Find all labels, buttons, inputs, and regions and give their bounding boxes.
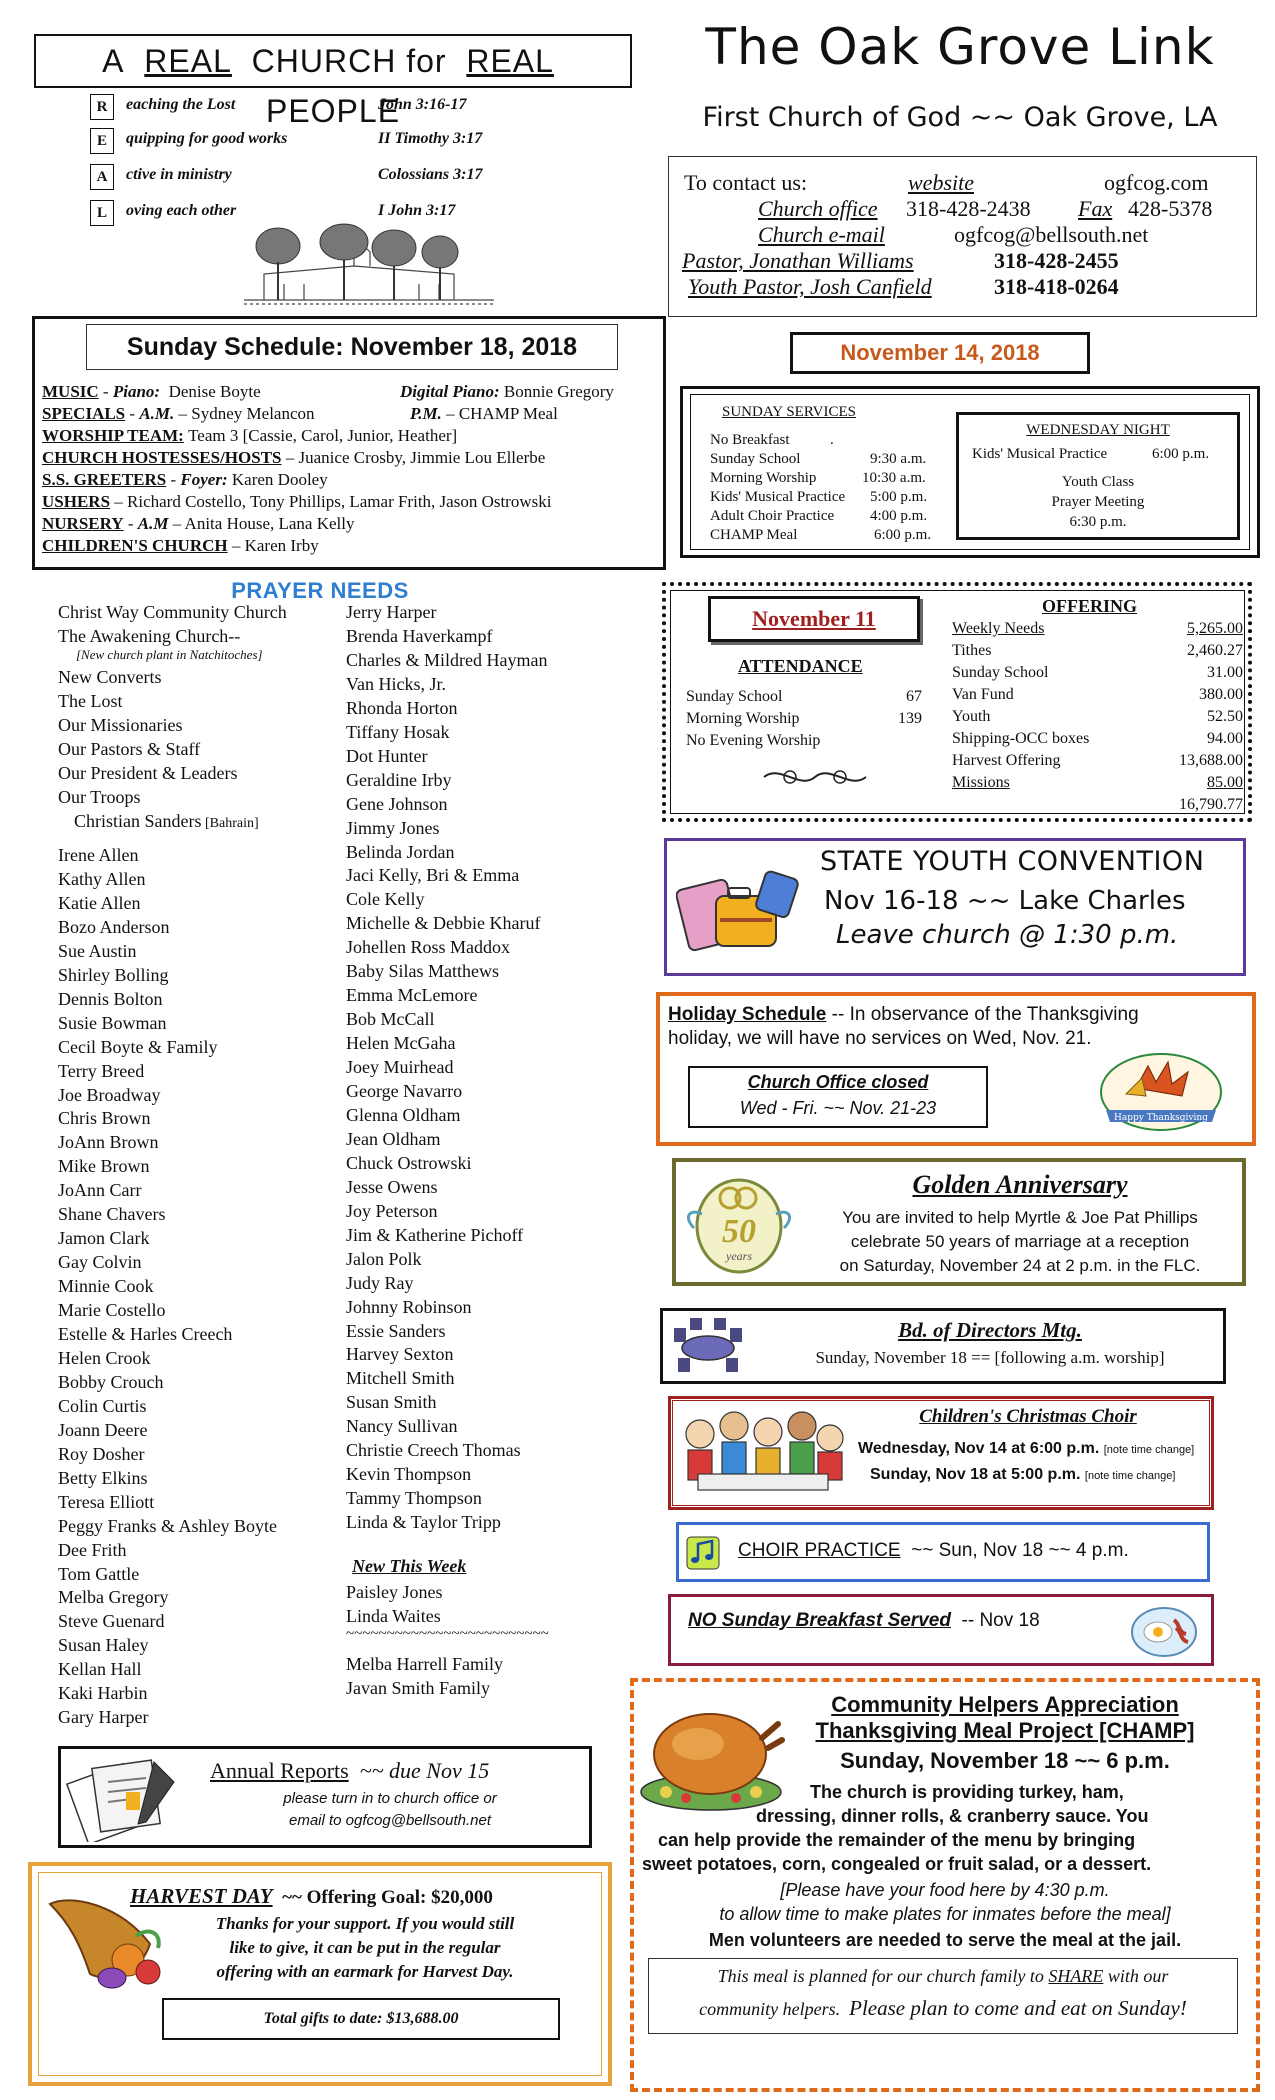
prayer-list-note: [New church plant in Natchitoches] [76, 646, 263, 662]
prayer-list-item: Kellan Hall [58, 1659, 142, 1680]
offering-harvest: Harvest Offering [952, 752, 1061, 769]
attendance-date: November 11 [708, 596, 920, 642]
prayer-list-item: Roy Dosher [58, 1443, 145, 1464]
prayer-list-item: Dennis Bolton [58, 988, 163, 1009]
prayer-list-item: New Converts [58, 666, 162, 687]
flourish-ornament [760, 762, 870, 792]
service-kids-musical-time: 5:00 p.m. [870, 489, 928, 505]
champ-note-line-2: community helpers. Please plan to come and eat on Sunday! [699, 1996, 1187, 2020]
wed-kids-musical: Kids' Musical Practice [972, 446, 1108, 462]
troop-location: [Bahrain] [201, 815, 259, 831]
service-morning-worship: Morning Worship [710, 470, 817, 486]
champ-date: Sunday, November 18 ~~ 6 p.m. [840, 1748, 1170, 1773]
prayer-list-item: Cole Kelly [346, 889, 425, 910]
golden-anniversary-title: Golden Anniversary [912, 1170, 1128, 1199]
prayer-list-item: Nancy Sullivan [346, 1416, 458, 1437]
harvest-day-line-2: like to give, it can be put in the regular [229, 1938, 501, 1957]
newsletter-subtitle: First Church of God ~~ Oak Grove, LA [702, 102, 1218, 133]
thanksgiving-leaves-icon [1096, 1048, 1226, 1134]
music-note-icon [686, 1536, 720, 1570]
harvest-day-total: Total gifts to date: $13,688.00 [162, 1998, 560, 2040]
offering-total: 16,790.77 [1179, 796, 1243, 813]
prayer-list-item: Sue Austin [58, 940, 137, 961]
choir-practice-line: CHOIR PRACTICE ~~ Sun, Nov 18 ~~ 4 p.m. [738, 1540, 1129, 1561]
prayer-list-item: Bob McCall [346, 1009, 435, 1030]
luggage-icon [676, 850, 806, 960]
prayer-list-item: Bozo Anderson [58, 916, 170, 937]
real-church-title: A REAL CHURCH for REAL PEOPLE [34, 34, 632, 88]
prayer-list-item: Colin Curtis [58, 1395, 147, 1416]
prayer-list-item: JoAnn Carr [58, 1180, 142, 1201]
offering-tithes-value: 2,460.27 [1187, 642, 1243, 659]
schedule-greeters: S.S. GREETERS - Foyer: Karen Dooley [42, 470, 328, 489]
champ-p3: can help provide the remainder of the menu by bringing [658, 1830, 1136, 1850]
prayer-list-item: Johellen Ross Maddox [346, 937, 510, 958]
annual-reports-title-line: Annual Reports ~~ due Nov 15 [210, 1758, 490, 1783]
wed-prayer-meeting: Prayer Meeting [1051, 494, 1145, 510]
prayer-list-item: Our Missionaries [58, 714, 183, 735]
champ-p1: The church is providing turkey, ham, [810, 1782, 1124, 1802]
turkey-platter-icon [636, 1688, 786, 1818]
prayer-list-item: Geraldine Irby [346, 769, 452, 790]
prayer-list-item: Minnie Cook [58, 1276, 154, 1297]
harvest-day-title-line: HARVEST DAY ~~ Offering Goal: $20,000 [130, 1884, 493, 1908]
youth-convention-departure: Leave church @ 1:30 p.m. [836, 920, 1179, 950]
prayer-list-item: Estelle & Harles Creech [58, 1324, 233, 1344]
holiday-line-1: Holiday Schedule -- In observance of the Thanksgiving [668, 1004, 1139, 1025]
pastor-label: Pastor, Jonathan Williams [682, 248, 914, 273]
anniversary-line-1: You are invited to help Myrtle & Joe Pat Phillips [842, 1208, 1198, 1227]
attendance-morning-worship: Morning Worship [686, 710, 800, 727]
wed-kids-musical-time: 6:00 p.m. [1152, 446, 1210, 462]
schedule-ushers: USHERS – Richard Costello, Tony Phillips, Lamar Frith, Jason Ostrowski [42, 492, 552, 511]
documents-pen-icon [66, 1752, 182, 1842]
champ-p2: dressing, dinner rolls, & cranberry sauce. You [756, 1806, 1149, 1826]
prayer-list-item: Chuck Ostrowski [346, 1152, 472, 1173]
thanksgiving-banner-text: Happy Thanksgiving [1114, 1113, 1208, 1123]
prayer-list-item: Christ Way Community Church [58, 602, 287, 622]
champ-note-line-1: This meal is planned for our church family to SHARE with our [717, 1966, 1169, 1986]
sunday-services-title: SUNDAY SERVICES [722, 404, 856, 420]
prayer-list-item: Gene Johnson [346, 793, 448, 814]
prayer-list-item: Melba Harrell Family [346, 1653, 503, 1674]
schedule-nursery: NURSERY - A.M – Anita House, Lana Kelly [42, 514, 355, 533]
prayer-list-item: Tammy Thompson [346, 1488, 482, 1509]
current-date-badge: November 14, 2018 [790, 332, 1090, 374]
prayer-list-item: Jerry Harper [346, 602, 437, 622]
prayer-list-item: Jean Oldham [346, 1128, 441, 1149]
prayer-list-item: Javan Smith Family [346, 1677, 490, 1698]
prayer-list-item: Mike Brown [58, 1156, 150, 1177]
prayer-list-item: Joann Deere [58, 1419, 148, 1440]
prayer-list-item: Dot Hunter [346, 745, 428, 766]
prayer-list-item: Shane Chavers [58, 1204, 166, 1225]
office-closed-title: Church Office closed [747, 1072, 929, 1092]
offering-harvest-value: 13,688.00 [1179, 752, 1243, 769]
prayer-list-item: Johnny Robinson [346, 1296, 472, 1317]
prayer-list-item: Tom Gattle [58, 1563, 140, 1584]
prayer-list-item: Katie Allen [58, 892, 141, 913]
prayer-list-item: Bobby Crouch [58, 1371, 164, 1392]
anniversary-line-2: celebrate 50 years of marriage at a reception [850, 1232, 1190, 1251]
schedule-specials-pm: P.M. – CHAMP Meal [410, 404, 558, 423]
prayer-list-item: Baby Silas Matthews [346, 961, 499, 982]
real-row-l: L oving each other I John 3:17 [90, 200, 510, 230]
prayer-list-item: Jim & Katherine Pichoff [346, 1224, 524, 1245]
troop-name: Christian Sanders [74, 810, 202, 831]
offering-van-fund: Van Fund [952, 686, 1014, 703]
prayer-list-item: Kevin Thompson [346, 1464, 472, 1485]
prayer-list-item: Linda Waites [346, 1605, 441, 1626]
youth-pastor-phone: 318-418-0264 [994, 274, 1119, 299]
youth-pastor-label: Youth Pastor, Josh Canfield [688, 274, 932, 299]
prayer-list-item: Rhonda Horton [346, 697, 458, 718]
prayer-list-item: Terry Breed [58, 1060, 145, 1081]
prayer-list-item: Charles & Mildred Hayman [346, 649, 548, 670]
schedule-hostesses: CHURCH HOSTESSES/HOSTS – Juanice Crosby, Jimmie Lou Ellerbe [42, 448, 546, 467]
offering-youth-value: 52.50 [1207, 708, 1243, 725]
fax-label: Fax [1078, 196, 1113, 221]
prayer-list-item: Gary Harper [58, 1707, 149, 1728]
prayer-list-item: Gay Colvin [58, 1252, 142, 1273]
attendance-title: ATTENDANCE [738, 656, 863, 676]
prayer-list-item: JoAnn Brown [58, 1132, 159, 1153]
harvest-day-line-1: Thanks for your support. If you would still [215, 1914, 515, 1933]
prayer-list-item: Helen Crook [58, 1347, 151, 1368]
prayer-list-item: Tiffany Hosak [346, 721, 450, 742]
childrens-choir-wed: Wednesday, Nov 14 at 6:00 p.m. [note time change] [858, 1440, 1195, 1457]
prayer-list-item: Joe Broadway [58, 1084, 161, 1105]
prayer-list-item: Jamon Clark [58, 1228, 150, 1249]
real-row-r: R eaching the Lost John 3:16-17 [90, 94, 510, 124]
champ-p4: sweet potatoes, corn, congealed or fruit salad, or a dessert. [642, 1854, 1152, 1874]
fax-number: 428-5378 [1128, 196, 1213, 221]
prayer-list-item: Kaki Harbin [58, 1683, 148, 1704]
schedule-childrens-church: CHILDREN'S CHURCH – Karen Irby [42, 536, 319, 555]
wed-prayer-time: 6:30 p.m. [1069, 514, 1127, 530]
service-adult-choir-time: 4:00 p.m. [870, 508, 928, 524]
prayer-list-item: Linda & Taylor Tripp [346, 1512, 501, 1533]
prayer-list-item: Our Pastors & Staff [58, 738, 201, 759]
prayer-divider: ~~~~~~~~~~~~~~~~~~~~~~~~~ [346, 1625, 549, 1642]
sunday-schedule-title: Sunday Schedule: November 18, 2018 [86, 324, 618, 370]
annual-reports-line-1: please turn in to church office or [283, 1790, 497, 1807]
prayer-list-item: Mitchell Smith [346, 1368, 455, 1389]
offering-van-fund-value: 380.00 [1199, 686, 1243, 703]
schedule-specials: SPECIALS - A.M. – Sydney Melancon [42, 404, 315, 423]
real-row-e: E quipping for good works II Timothy 3:17 [90, 128, 510, 158]
meeting-table-icon [668, 1314, 748, 1378]
church-office-phone: 318-428-2438 [906, 196, 1031, 221]
prayer-list-item: Glenna Oldham [346, 1104, 461, 1125]
board-meeting-title: Bd. of Directors Mtg. [898, 1318, 1082, 1342]
prayer-list-item: Our Troops [58, 786, 141, 807]
offering-shipping-value: 94.00 [1207, 730, 1243, 747]
prayer-list-item: Jimmy Jones [346, 817, 440, 838]
pastor-phone: 318-428-2455 [994, 248, 1119, 273]
prayer-list-item: Jaci Kelly, Bri & Emma [346, 865, 520, 886]
prayer-list-troop [74, 811, 259, 832]
prayer-list-item: Paisley Jones [346, 1581, 443, 1602]
service-kids-musical: Kids' Musical Practice [710, 489, 846, 505]
church-email-label: Church e-mail [758, 222, 885, 247]
anniversary-emblem-word: years [726, 1249, 752, 1263]
offering-shipping: Shipping-OCC boxes [952, 730, 1090, 747]
prayer-list-item: Our President & Leaders [58, 762, 238, 783]
offering-weekly-needs: Weekly Needs [952, 620, 1045, 637]
prayer-list-item: Jesse Owens [346, 1176, 438, 1197]
champ-title-2: Thanksgiving Meal Project [CHAMP] [815, 1718, 1195, 1743]
real-row-a: A ctive in ministry Colossians 3:17 [90, 164, 510, 194]
prayer-list-item: Helen McGaha [346, 1033, 456, 1054]
service-no-breakfast-time: . [830, 432, 834, 448]
champ-p7: Men volunteers are needed to serve the meal at the jail. [708, 1930, 1182, 1950]
offering-tithes: Tithes [952, 642, 992, 659]
prayer-list-item: Susie Bowman [58, 1012, 167, 1033]
prayer-list-item: George Navarro [346, 1081, 463, 1101]
prayer-list-item: Christie Creech Thomas [346, 1440, 521, 1461]
breakfast-plate-icon [1128, 1602, 1200, 1660]
annual-reports-line-2: email to ogfcog@bellsouth.net [288, 1812, 492, 1829]
children-singing-icon [678, 1404, 848, 1504]
prayer-list-item: Harvey Sexton [346, 1344, 454, 1365]
attendance-sunday-school-value: 67 [906, 688, 922, 705]
prayer-list-item: Susan Smith [346, 1392, 437, 1413]
offering-sunday-school-value: 31.00 [1207, 664, 1243, 681]
prayer-list-item: Melba Gregory [58, 1587, 169, 1608]
prayer-list-item: Shirley Bolling [58, 964, 169, 985]
prayer-list-item: Steve Guenard [58, 1611, 165, 1632]
website-link[interactable]: ogfcog.com [1104, 170, 1209, 195]
attendance-morning-worship-value: 139 [898, 710, 922, 727]
wednesday-night-title: WEDNESDAY NIGHT [1026, 422, 1170, 438]
board-meeting-details: Sunday, November 18 == [following a.m. worship] [815, 1348, 1165, 1367]
church-office-label: Church office [758, 196, 878, 221]
harvest-day-line-3: offering with an earmark for Harvest Day. [216, 1962, 514, 1981]
schedule-worship-team: WORSHIP TEAM: Team 3 [Cassie, Carol, Junior, Heather] [42, 426, 458, 445]
schedule-music: MUSIC - Piano: Denise Boyte [42, 382, 261, 401]
anniversary-line-3: on Saturday, November 24 at 2 p.m. in the FLC. [839, 1256, 1201, 1275]
holiday-line-2: holiday, we will have no services on Wed, Nov. 21. [668, 1028, 1092, 1049]
prayer-list-item: Essie Sanders [346, 1320, 446, 1341]
wed-youth-class: Youth Class [1061, 474, 1135, 490]
newsletter-title: The Oak Grove Link [705, 18, 1215, 76]
champ-p5: [Please have your food here by 4:30 p.m. [780, 1880, 1110, 1900]
offering-title: OFFERING [1042, 596, 1138, 616]
offering-youth: Youth [952, 708, 991, 725]
prayer-list-item: Michelle & Debbie Kharuf [346, 913, 541, 934]
prayer-list-item: Betty Elkins [58, 1467, 148, 1488]
new-this-week-title: New This Week [352, 1556, 467, 1576]
service-morning-worship-time: 10:30 a.m. [862, 470, 926, 486]
prayer-list-item: Kathy Allen [58, 868, 146, 889]
office-closed-dates: Wed - Fri. ~~ Nov. 21-23 [739, 1098, 937, 1118]
attendance-evening-worship: No Evening Worship [686, 732, 821, 749]
service-sunday-school-time: 9:30 a.m. [870, 451, 927, 467]
service-sunday-school: Sunday School [710, 451, 801, 467]
church-building-sketch [244, 222, 494, 306]
childrens-choir-sun: Sunday, Nov 18 at 5:00 p.m. [note time change] [870, 1466, 1176, 1483]
champ-p6: to allow time to make plates for inmates before the meal] [719, 1904, 1171, 1924]
prayer-list-item: Van Hicks, Jr. [346, 673, 446, 694]
prayer-list-item: Teresa Elliott [58, 1491, 155, 1512]
prayer-list-item: Belinda Jordan [346, 841, 455, 862]
anniversary-emblem-number: 50 [722, 1213, 756, 1250]
prayer-list-item: Irene Allen [58, 845, 139, 865]
offering-weekly-needs-value: 5,265.00 [1187, 620, 1243, 637]
childrens-choir-title: Children's Christmas Choir [919, 1406, 1137, 1427]
schedule-digital-piano: Digital Piano: Bonnie Gregory [400, 382, 614, 401]
attendance-sunday-school: Sunday School [686, 688, 783, 705]
website-label: website [908, 170, 974, 195]
prayer-list-item: Chris Brown [58, 1108, 151, 1129]
prayer-list-item: Peggy Franks & Ashley Boyte [58, 1515, 277, 1536]
prayer-list-item: Susan Haley [58, 1635, 149, 1656]
anniversary-emblem-icon [684, 1168, 794, 1278]
church-email-link[interactable]: ogfcog@bellsouth.net [954, 222, 1149, 247]
prayer-list-item: Emma McLemore [346, 985, 478, 1006]
prayer-list-item: Judy Ray [346, 1272, 414, 1293]
prayer-list-item: Dee Frith [58, 1539, 127, 1560]
youth-convention-dates: Nov 16-18 ~~ Lake Charles [824, 886, 1186, 916]
prayer-list-item: The Lost [58, 690, 123, 711]
offering-sunday-school: Sunday School [952, 664, 1049, 681]
prayer-list-item: Jalon Polk [346, 1248, 422, 1269]
prayer-list-item: Joy Peterson [346, 1200, 438, 1221]
prayer-list-item: Brenda Haverkampf [346, 625, 493, 646]
service-adult-choir: Adult Choir Practice [710, 508, 835, 524]
prayer-list-item: Joey Muirhead [346, 1057, 454, 1078]
service-no-breakfast: No Breakfast [710, 432, 790, 448]
offering-missions-value: 85.00 [1207, 774, 1243, 791]
prayer-list-item: The Awakening Church-- [58, 625, 241, 646]
youth-convention-title: STATE YOUTH CONVENTION [820, 846, 1205, 877]
no-breakfast-line: NO Sunday Breakfast Served -- Nov 18 [688, 1610, 1040, 1631]
contact-heading: To contact us: [684, 170, 808, 195]
prayer-list-item: Cecil Boyte & Family [58, 1036, 218, 1057]
prayer-list-item: Marie Costello [58, 1300, 166, 1321]
prayer-needs-title: PRAYER NEEDS [231, 578, 409, 603]
service-champ-meal-time: 6:00 p.m. [874, 527, 932, 543]
offering-missions: Missions [952, 774, 1010, 791]
service-champ-meal: CHAMP Meal [710, 527, 798, 543]
champ-title-1: Community Helpers Appreciation [831, 1692, 1179, 1717]
